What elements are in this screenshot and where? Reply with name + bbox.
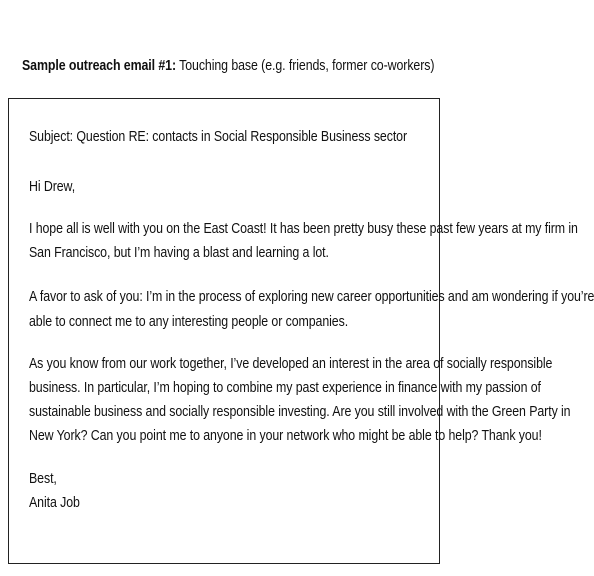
heading-description: Touching base (e.g. friends, former co-workers)	[175, 58, 435, 74]
email-closing: Best,	[29, 471, 57, 487]
email-greeting: Hi Drew,	[29, 179, 76, 195]
sample-heading	[22, 58, 434, 74]
heading-label: Sample outreach email #1:	[22, 58, 176, 74]
paragraph-3-line-3: sustainable business and socially responsible investing. Are you still involved with the Green Party in	[29, 404, 571, 420]
email-box	[8, 98, 594, 564]
email-subject: Subject: Question RE: contacts in Social Responsible Business sector	[29, 129, 408, 145]
paragraph-3-line-4: New York? Can you point me to anyone in your network who might be able to help? Thank you!	[29, 428, 542, 444]
paragraph-3-line-1: As you know from our work together, I’ve developed an interest in the area of socially responsible	[29, 356, 553, 372]
paragraph-2-line-2: able to connect me to any interesting people or companies.	[29, 314, 349, 330]
paragraph-1-line-1: I hope all is well with you on the East Coast! It has been pretty busy these past few years at my firm in	[29, 221, 578, 237]
paragraph-1-line-2: San Francisco, but I’m having a blast and learning a lot.	[29, 245, 329, 261]
paragraph-3-line-2: business. In particular, I’m hoping to combine my past experience in finance with my passion of	[29, 380, 541, 396]
email-signature: Anita Job	[29, 495, 80, 511]
paragraph-2-line-1: A favor to ask of you: I’m in the process of exploring new career opportunities and am wondering if you’re	[29, 289, 594, 305]
